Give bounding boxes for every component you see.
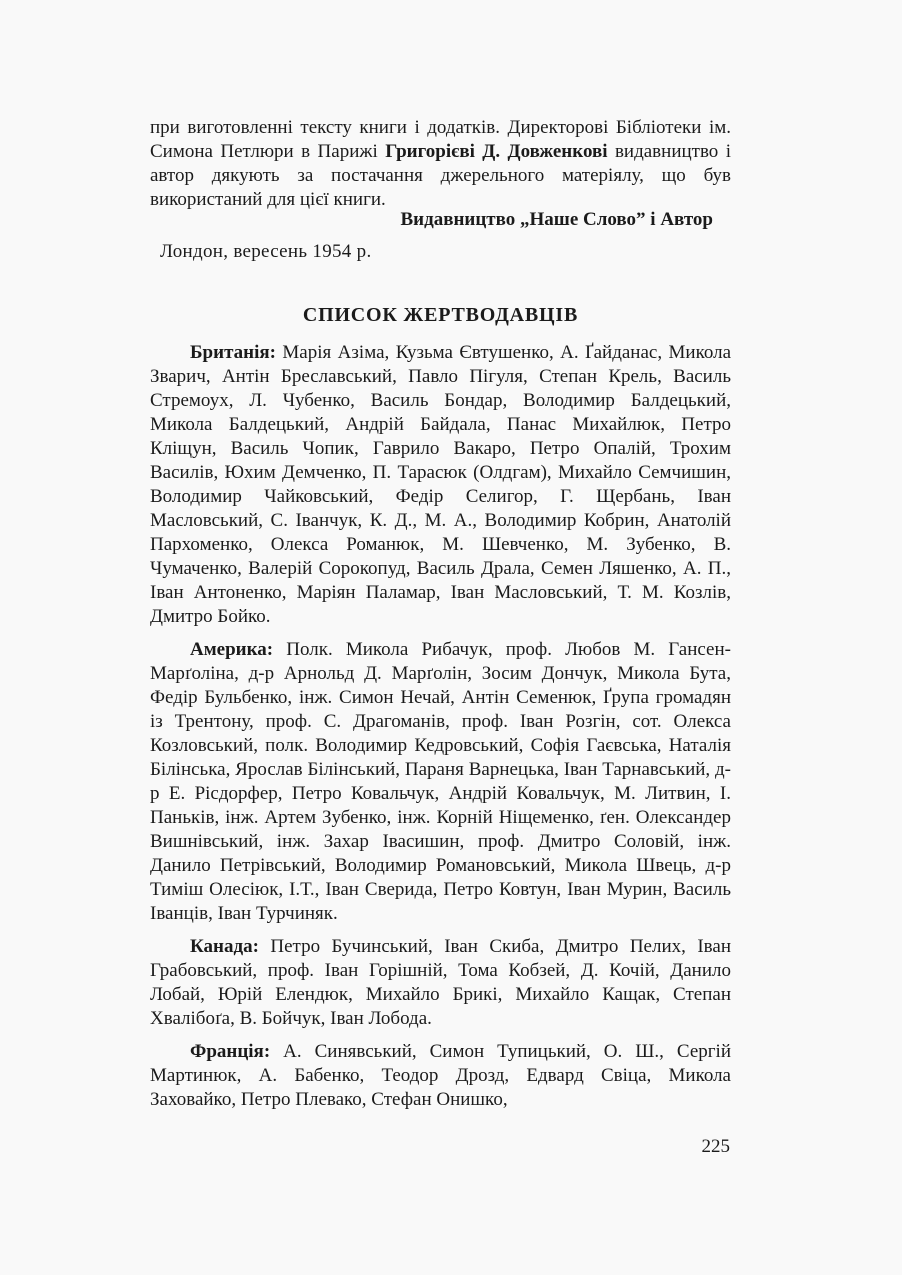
intro-text-start: при виготовленні тексту книги і додатків. Директорові Бібліотеки ім. Симона Петлюри в Парижі (150, 117, 731, 162)
section-heading: СПИСОК ЖЕРТВОДАВЦІВ (302, 304, 579, 326)
donor-paragraph-america (150, 638, 731, 926)
donor-paragraph-france (150, 1040, 731, 1112)
intro-text-end: видавництво і автор дякують за постачання джерельного матеріялу, що був використаний для цієї книги. (150, 141, 732, 210)
country-label: Канада: (190, 936, 259, 957)
country-label: Америка: (190, 639, 274, 660)
intro-bold-name: Григорієві Д. Довженкові (385, 141, 608, 162)
dateline: Лондон, вересень 1954 р. (160, 241, 372, 262)
donor-paragraph-britain (150, 341, 731, 629)
donor-names: А. Синявський, Симон Тупицький, О. Ш., Сергій Мартинюк, А. Бабенко, Теодор Дрозд, Едвард Свіца, Микола Заховайко, Петро Плевако, Стефан Онишко, (150, 1041, 731, 1110)
publisher-signature: Видавництво „Наше Слово” і Автор (400, 209, 713, 230)
country-label: Британія: (190, 342, 276, 363)
intro-paragraph (150, 116, 731, 212)
donor-names: Марія Азіма, Кузьма Євтушенко, А. Ґайданас, Микола Зварич, Антін Бреславський, Павло Пігуля, Степан Крель, Василь Стремоух, Л. Чубенко, Василь Бондар, Володимир Балдецький, Микола Балдецький, Андрій Байдала, Панас Михайлюк, Петро Кліщун, Василь Чопик, Гаврило Вакаро, Петро Опалій, Трохим Василів, Юхим Демченко, П. Тарасюк (Олдгам), Михайло Семчишин, Володимир Чайковський, Федір Селигор, Г. Щербань, Іван Масловський, С. Іванчук, К. Д., М. А., Володимир Кобрин, Анатолій Пархоменко, Олекса Романюк, М. Шевченко, М. Зубенко, В. Чумаченко, Валерій Сорокопуд, Василь Драла, Семен Ляшенко, А. П., Іван Антоненко, Маріян Паламар, Іван Масловський, Т. М. Козлів, Дмитро Бойко. (150, 342, 731, 627)
donor-list (150, 341, 731, 1121)
country-label: Франція: (190, 1041, 271, 1062)
page-number: 225 (701, 1136, 730, 1157)
donor-paragraph-canada (150, 935, 731, 1031)
donor-names: Петро Бучинський, Іван Скиба, Дмитро Пелих, Іван Грабовський, проф. Іван Горішній, Тома Кобзей, Д. Кочій, Данило Лобай, Юрій Елендюк, Михайло Брикі, Михайло Кащак, Степан Хвалібоґа, В. Бойчук, Іван Лобода. (150, 936, 731, 1029)
donor-names: Полк. Микола Рибачук, проф. Любов М. Гансен-Марґоліна, д-р Арнольд Д. Марґолін, Зосим Дончук, Микола Бута, Федір Бульбенко, інж. Симон Нечай, Антін Семенюк, Ґрупа громадян із Трентону, проф. С. Драгоманів, проф. Іван Розгін, сот. Олекса Козловський, полк. Володимир Кедровський, Софія Гаєвська, Наталія Білінська, Ярослав Білінський, Параня Варнецька, Іван Тарнавський, д-р Е. Рісдорфер, Петро Ковальчук, Андрій Ковальчук, М. Литвин, І. Паньків, інж. Артем Зубенко, інж. Корній Ніщеменко, ґен. Олександер Вишнівський, інж. Захар Івасишин, проф. Дмитро Соловій, інж. Данило Петрівський, Володимир Романовський, Микола Швець, д-р Тиміш Олесіюк, І.Т., Іван Сверида, Петро Ковтун, Іван Мурин, Василь Іванців, Іван Турчиняк. (150, 639, 731, 924)
